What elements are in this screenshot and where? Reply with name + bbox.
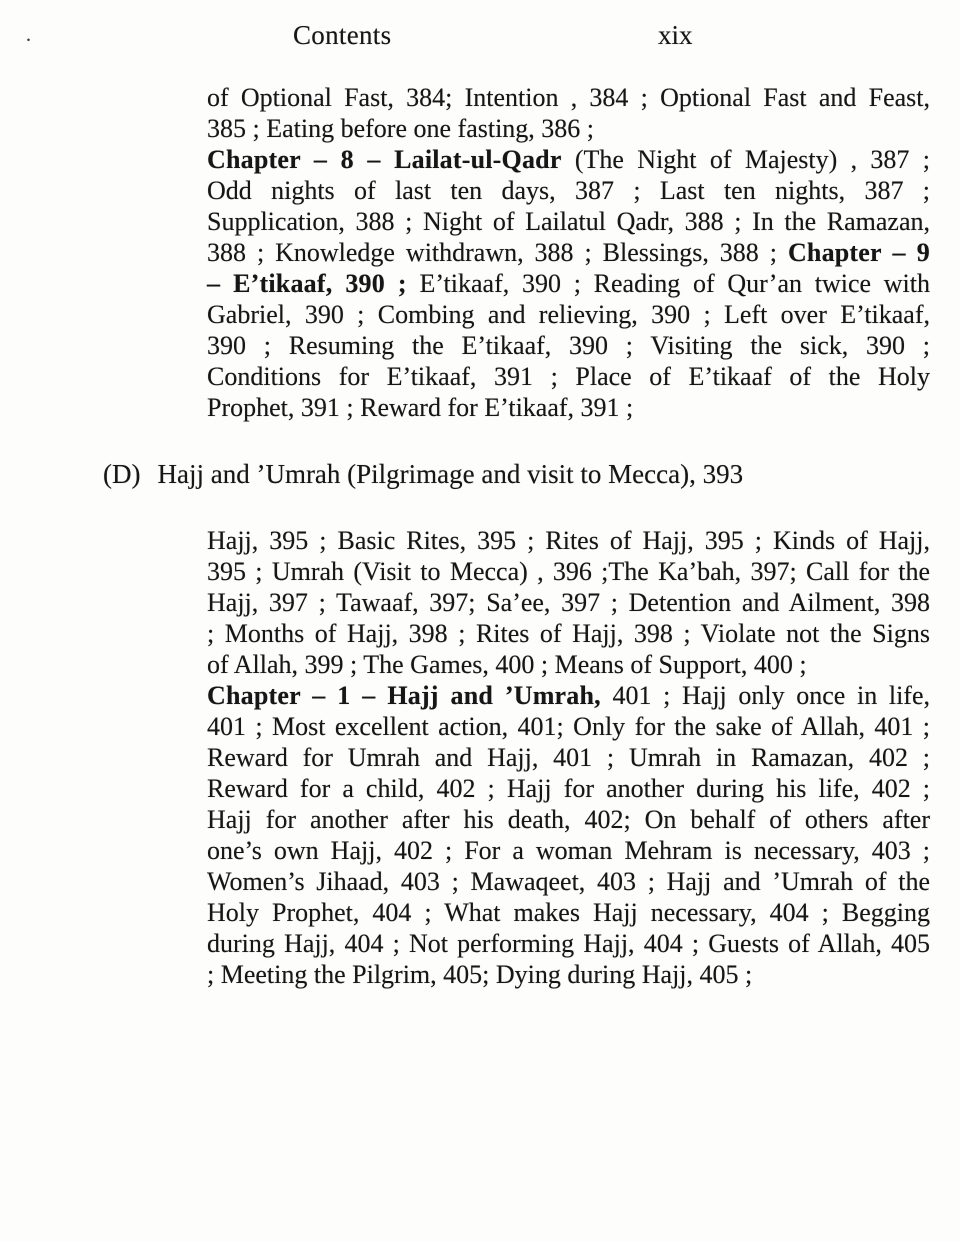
toc-entry-text: Hajj, 395 ; Basic Rites, 395 ; Rites of Hajj, 395 ; Kinds of Hajj, — [207, 526, 930, 555]
toc-line — [207, 237, 930, 268]
toc-line — [207, 525, 930, 556]
toc-entry-text: (The Night of Majesty) , 387 ; — [561, 145, 930, 174]
toc-line — [207, 742, 930, 773]
toc-entry-text: Holy Prophet, 404 ; What makes Hajj necessary, 404 ; Begging — [207, 898, 930, 927]
toc-line — [207, 206, 930, 237]
toc-line — [207, 330, 930, 361]
toc-line — [207, 866, 930, 897]
toc-line — [207, 392, 930, 423]
toc-line — [207, 361, 930, 392]
toc-entry-text: Reward for a child, 402 ; Hajj for another during his life, 402 ; — [207, 774, 930, 803]
toc-line — [207, 268, 930, 299]
toc-line — [207, 649, 930, 680]
toc-entry-text: of Optional Fast, 384; Intention , 384 ; Optional Fast and Feast, — [207, 83, 930, 112]
toc-line — [207, 587, 930, 618]
page-header-title: Contents — [293, 20, 392, 50]
toc-line — [207, 804, 930, 835]
toc-entry-text: Reward for Umrah and Hajj, 401 ; Umrah in Ramazan, 402 ; — [207, 743, 930, 772]
toc-entry-text: E’tikaaf, 390 ; Reading of Qur’an twice with — [406, 269, 930, 298]
toc-line — [207, 144, 930, 175]
toc-chapter-bold-text: – E’tikaaf, 390 ; — [207, 269, 407, 298]
toc-entry-text: 390 ; Resuming the E’tikaaf, 390 ; Visiting the sick, 390 ; — [207, 331, 930, 360]
toc-entry-text: Gabriel, 390 ; Combing and relieving, 390 ; Left over E’tikaaf, — [207, 300, 930, 329]
toc-chapter-bold-text: Chapter – 8 – Lailat-ul-Qadr — [207, 145, 562, 174]
toc-entry-text: Women’s Jihaad, 403 ; Mawaqeet, 403 ; Hajj and ’Umrah of the — [207, 867, 930, 896]
toc-line — [207, 113, 930, 144]
toc-entry-text: one’s own Hajj, 402 ; For a woman Mehram is necessary, 403 ; — [207, 836, 930, 865]
toc-line — [207, 897, 930, 928]
toc-chapter-bold-text: Chapter – 1 – Hajj and ’Umrah, — [207, 681, 601, 710]
toc-entry-text: Hajj, 397 ; Tawaaf, 397; Sa’ee, 397 ; Detention and Ailment, 398 — [207, 588, 930, 617]
toc-entry-text: 401 ; Hajj only once in life, — [600, 681, 930, 710]
toc-entry-text: Hajj for another after his death, 402; On behalf of others after — [207, 805, 930, 834]
toc-line — [207, 711, 930, 742]
toc-line — [207, 82, 930, 113]
toc-entry-text: 401 ; Most excellent action, 401; Only for the sake of Allah, 401 ; — [207, 712, 930, 741]
toc-line — [207, 175, 930, 206]
toc-entry-text: Conditions for E’tikaaf, 391 ; Place of E’tikaaf of the Holy — [207, 362, 930, 391]
toc-paragraph-hajj-umrah — [207, 525, 930, 990]
toc-chapter-bold-text: Chapter – 9 — [787, 238, 930, 267]
toc-entry-text: ; Months of Hajj, 398 ; Rites of Hajj, 398 ; Violate not the Signs — [207, 619, 930, 648]
toc-line — [207, 773, 930, 804]
toc-line — [207, 928, 930, 959]
toc-entry-text: Odd nights of last ten days, 387 ; Last ten nights, 387 ; — [207, 176, 930, 205]
toc-entry-text: Supplication, 388 ; Night of Lailatul Qadr, 388 ; In the Ramazan, — [207, 207, 930, 236]
section-heading-hajj — [103, 458, 743, 490]
toc-entry-text: Prophet, 391 ; Reward for E’tikaaf, 391 ; — [207, 393, 634, 422]
margin-mark: . — [26, 24, 31, 46]
section-heading-text: Hajj and ’Umrah (Pilgrimage and visit to Mecca), 393 — [157, 459, 744, 489]
toc-entry-text: 385 ; Eating before one fasting, 386 ; — [207, 114, 595, 143]
page-number: xix — [658, 20, 693, 50]
toc-entry-text: during Hajj, 404 ; Not performing Hajj, 404 ; Guests of Allah, 405 — [207, 929, 930, 958]
toc-line — [207, 959, 930, 990]
toc-entry-text: 395 ; Umrah (Visit to Mecca) , 396 ;The Ka’bah, 397; Call for the — [207, 557, 930, 586]
section-heading-label: (D) — [103, 459, 141, 489]
toc-paragraph-fasting-etikaaf — [207, 82, 930, 423]
toc-entry-text: of Allah, 399 ; The Games, 400 ; Means of Support, 400 ; — [207, 650, 807, 679]
toc-line — [207, 556, 930, 587]
toc-entry-text: ; Meeting the Pilgrim, 405; Dying during Hajj, 405 ; — [207, 960, 753, 989]
toc-line — [207, 835, 930, 866]
toc-line — [207, 680, 930, 711]
toc-line — [207, 618, 930, 649]
toc-line — [207, 299, 930, 330]
toc-entry-text: 388 ; Knowledge withdrawn, 388 ; Blessings, 388 ; — [207, 238, 788, 267]
